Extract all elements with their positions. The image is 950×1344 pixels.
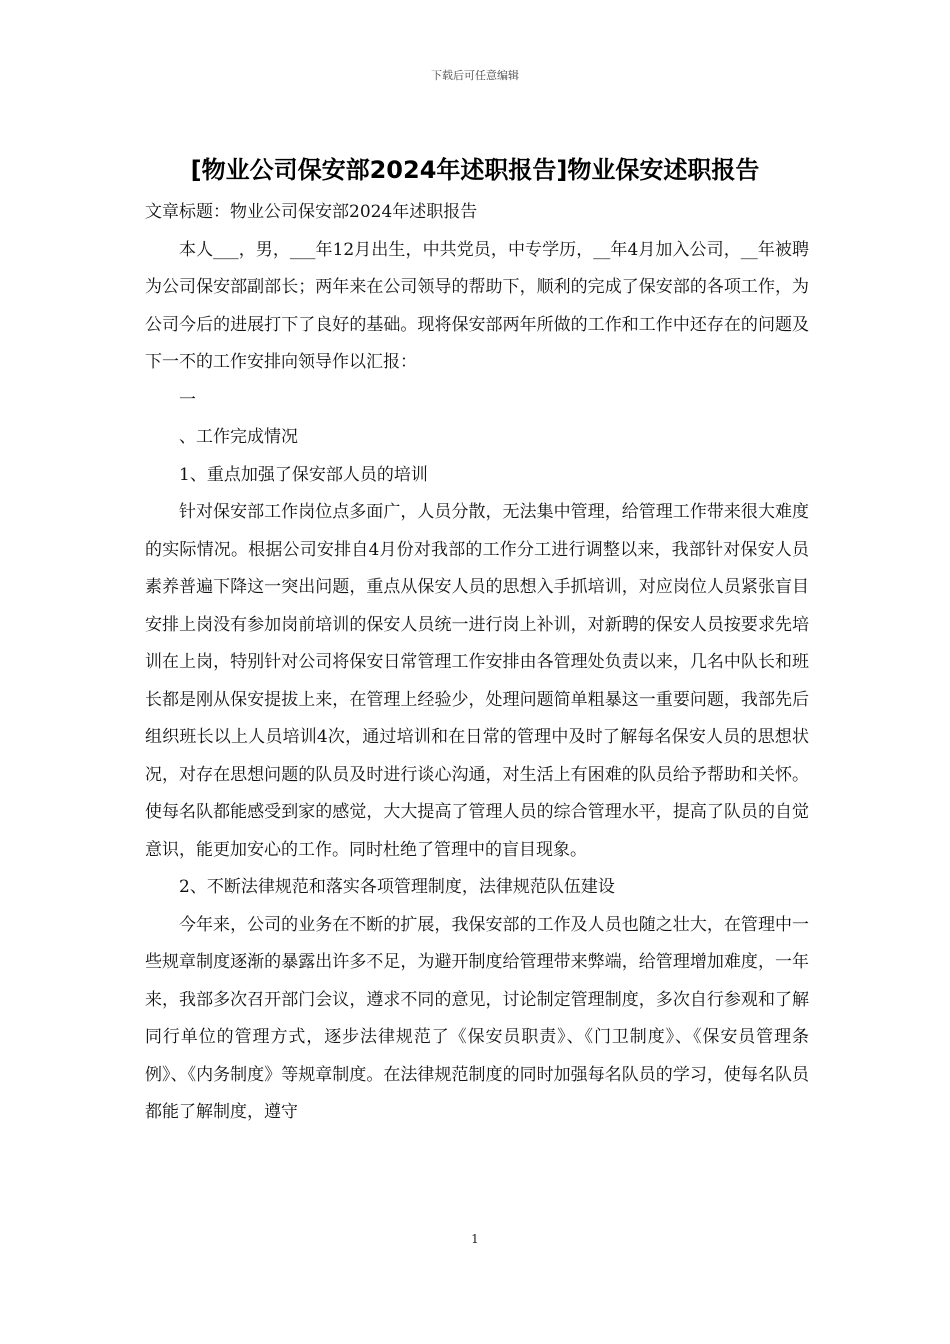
subsection-heading-1: 1、重点加强了保安部人员的培训: [179, 464, 428, 485]
subsection-heading-2: 2、不断法律规范和落实各项管理制度，法律规范队伍建设: [179, 877, 615, 897]
section-number: 一: [179, 389, 196, 410]
page-number: 1: [471, 1232, 479, 1246]
document-title: [物业公司保安部2024年述职报告]物业保安述职报告: [190, 156, 760, 184]
paragraph-regulations: 今年来，公司的业务在不断的扩展，我保安部的工作及人员也随之壮大，在管理中一些规章制度逐渐的暴露出许多不足，为避开制度给管理带来弊端，给管理增加难度，一年来，我部多次召开部门会议，遵求不同的意见，讨论制定管理制度，多次自行参观和了解同行单位的管理方式，逐步法律规范了《保安员职责》、《门卫制度》、《保安员管理条例》、《内务制度》等规章制度。在法律规范制度的同时加强每名队员的学习，使每名队员都能了解制度，遵守: [145, 914, 809, 1122]
document-body: [145, 194, 809, 1132]
paragraph-intro: 本人___，男，___年12月出生，中共党员，中专学历，__年4月加入公司，__年被聘为公司保安部副部长；两年来在公司领导的帮助下，顺利的完成了保安部的各项工作，为公司今后的进展打下了良好的基础。现将保安部两年所做的工作和工作中还存在的问题及下一不的工作安排向领导作以汇报：: [145, 239, 809, 372]
paragraph-training: 针对保安部工作岗位点多面广，人员分散，无法集中管理，给管理工作带来很大难度的实际情况。根据公司安排自4月份对我部的工作分工进行调整以来，我部针对保安人员素养普遍下降这一突出问题，重点从保安人员的思想入手抓培训，对应岗位人员紧张盲目安排上岗没有参加岗前培训的保安人员统一进行岗上补训，对新聘的保安人员按要求先培训在上岗，特别针对公司将保安日常管理工作安排由各管理处负责以来，几名中队长和班长都是刚从保安提拔上来，在管理上经验少，处理问题简单粗暴这一重要问题，我部先后组织班长以上人员培训4次，通过培训和在日常的管理中及时了解每名保安人员的思想状况，对存在思想问题的队员及时进行谈心沟通，对生活上有困难的队员给予帮助和关怀。使每名队都能感受到家的感觉，大大提高了管理人员的综合管理水平，提高了队员的自觉意识，能更加安心的工作。同时杜绝了管理中的盲目现象。: [145, 502, 809, 860]
section-heading: 、工作完成情况: [179, 427, 298, 447]
header-note: 下载后可任意编辑: [431, 69, 519, 82]
article-label: 文章标题：物业公司保安部2024年述职报告: [145, 202, 478, 222]
